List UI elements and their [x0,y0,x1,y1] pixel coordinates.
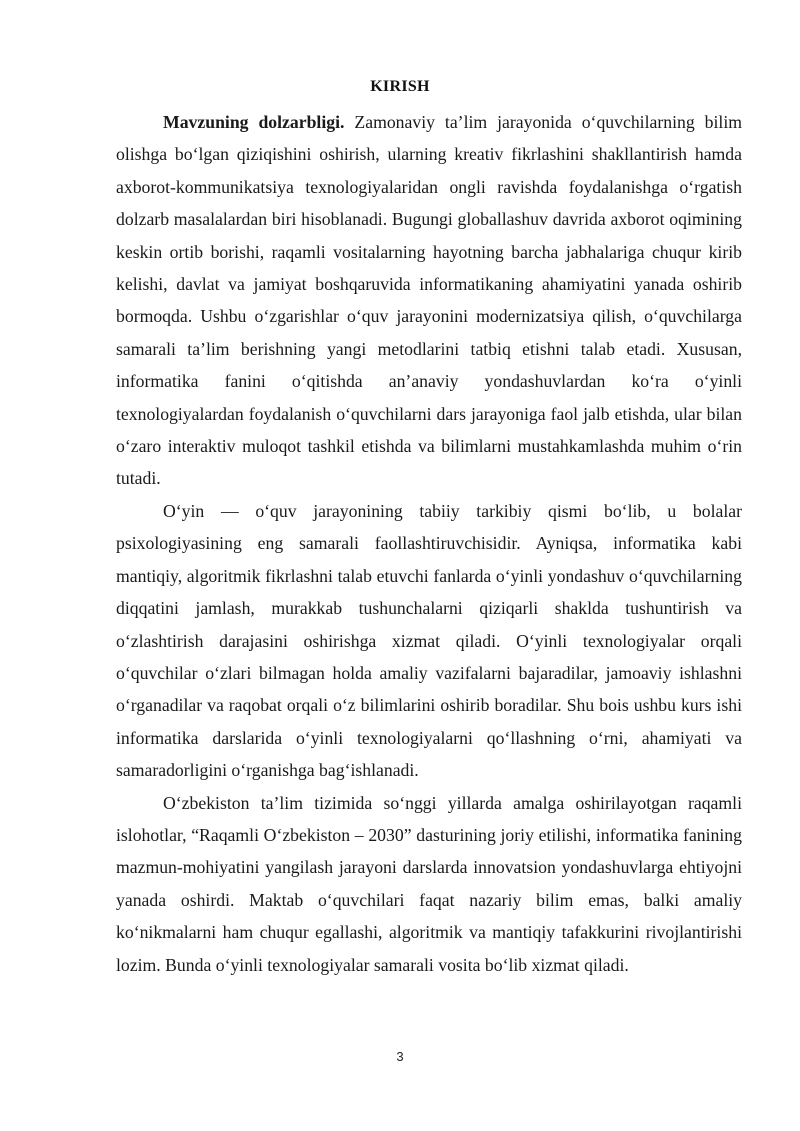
page-number: 3 [396,1049,404,1064]
body-text [116,106,742,981]
paragraph-reforms [116,787,742,981]
paragraph-text: Zamonaviy ta’lim jarayonida o‘quvchilarning bilim olishga bo‘lgan qiziqishini oshirish, ularning kreativ fikrlashini shakllantirish hamda axborot-kommunikatsiya texnologiyalaridan ongli ravishda foydalanishga o‘rgatish dolzarb masalalardan biri hisoblanadi. Bugungi globallashuv davrida axborot oqimining keskin ortib borishi, raqamli vositalarning hayotning barcha jabhalariga chuqur kirib kelishi, davlat va jamiyat boshqaruvida informatikaning ahamiyatini yanada oshirib bormoqda. Ushbu o‘zgarishlar o‘quv jarayonini modernizatsiya qilish, o‘quvchilarga samarali ta’lim berishning yangi metodlarini tatbiq etishni talab etadi. Xususan, informatika fanini o‘qitishda an’anaviy yondashuvlardan ko‘ra o‘yinli texnologiyalardan foydalanish o‘quvchilarni dars jarayoniga faol jalb etishda, ular bilan o‘zaro interaktiv muloqot tashkil etishda va bilimlarni mustahkamlashda muhim o‘rin tutadi. [116,112,742,489]
paragraph-game [116,495,742,787]
section-title: KIRISH [370,78,430,95]
paragraph-text: O‘yin — o‘quv jarayonining tabiiy tarkibiy qismi bo‘lib, u bolalar psixologiyasining eng samarali faollashtiruvchisidir. Ayniqsa, informatika kabi mantiqiy, algoritmik fikrlashni talab etuvchi fanlarda o‘yinli yondashuv o‘quvchilarning diqqatini jamlash, murakkab tushunchalarni qiziqarli shaklda tushuntirish va o‘zlashtirish darajasini oshirishga xizmat qiladi. O‘yinli texnologiyalar orqali o‘quvchilar o‘zlari bilmagan holda amaliy vazifalarni bajaradilar, jamoaviy ishlashni o‘rganadilar va raqobat orqali o‘z bilimlarini oshirib boradilar. Shu bois ushbu kurs ishi informatika darslarida o‘yinli texnologiyalarni qo‘llashning o‘rni, ahamiyati va samaradorligini o‘rganishga bag‘ishlanadi. [116,500,742,781]
paragraph-text: O‘zbekiston ta’lim tizimida so‘nggi yillarda amalga oshirilayotgan raqamli islohotlar, “Raqamli O‘zbekiston – 2030” dasturining joriy etilishi, informatika fanining mazmun-mohiyatini yangilash jarayoni darslarda innovatsion yondashuvlarga ehtiyojni yanada oshirdi. Maktab o‘quvchilari faqat nazariy bilim emas, balki amaliy ko‘nikmalarni ham chuqur egallashi, algoritmik va mantiqiy tafakkurini rivojlantirishi lozim. Bunda o‘yinli texnologiyalar samarali vosita bo‘lib xizmat qiladi. [116,792,742,975]
paragraph-lead: Mavzuning dolzarbligi. [163,112,345,132]
paragraph-relevance [116,106,742,495]
